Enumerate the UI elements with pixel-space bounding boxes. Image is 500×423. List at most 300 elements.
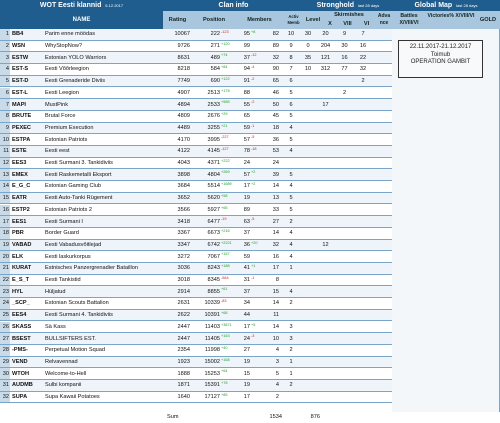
- row-index: 26: [0, 322, 10, 333]
- clan-tag: ESTE: [12, 148, 27, 155]
- clan-tag: EST-S: [12, 66, 29, 73]
- member-delta: -2: [251, 76, 255, 81]
- stronghold-level: 5: [289, 89, 293, 96]
- active-count: 65: [272, 78, 279, 85]
- active-count: 14: [272, 300, 279, 307]
- member-delta: -2: [251, 100, 255, 105]
- clan-rating: 3367: [177, 230, 190, 237]
- active-count: 32: [272, 241, 279, 248]
- advance-count: [354, 322, 372, 333]
- member-count: 17: [243, 394, 250, 401]
- member-count: 99: [243, 43, 250, 50]
- position-delta: +178: [221, 88, 230, 93]
- row-index: 9: [0, 123, 10, 134]
- advance-count: [354, 205, 372, 216]
- clan-name: Estonian Scouts Battalion: [45, 300, 109, 307]
- skirmish-viii: [316, 169, 335, 180]
- clan-rating: 8631: [177, 54, 190, 61]
- row-index: 11: [0, 146, 10, 157]
- clan-tag: EES3: [12, 160, 27, 167]
- table-row: [0, 123, 392, 135]
- advance-count: [354, 251, 372, 262]
- skirmish-vi: [335, 368, 354, 379]
- clan-name: Eesti Vabadusvõitlejad: [45, 241, 102, 248]
- row-index: 3: [0, 52, 10, 63]
- clan-rating: 2447: [177, 335, 190, 342]
- clan-tag: HYL: [12, 288, 24, 295]
- clan-tag: E_G_C: [12, 183, 31, 190]
- table-row: [0, 333, 392, 345]
- clan-tag: SUPA: [12, 394, 28, 401]
- position-delta: -83: [221, 299, 227, 304]
- advance-count: [354, 345, 372, 356]
- skirmish-viii: 121: [320, 54, 331, 61]
- advance-count: [354, 228, 372, 239]
- position-delta: +65: [221, 205, 228, 210]
- table-row: [0, 298, 392, 310]
- member-delta: [250, 368, 261, 379]
- stronghold-level: [282, 392, 300, 403]
- clan-name: Eesti Leegion: [45, 89, 79, 96]
- member-delta: [250, 380, 261, 391]
- row-index: 21: [0, 263, 10, 274]
- clan-tag: VABAD: [12, 241, 32, 248]
- table-row: [0, 310, 392, 322]
- clan-tag: ELK: [12, 253, 24, 260]
- member-count: 63: [243, 218, 250, 225]
- clan-rating: 10067: [174, 31, 190, 38]
- row-index: 32: [0, 392, 10, 403]
- member-delta: [250, 158, 261, 169]
- table-row: [0, 263, 392, 275]
- active-count: 4: [275, 347, 279, 354]
- global-map-event-box: [398, 40, 483, 78]
- level-col-label: Level: [305, 17, 321, 23]
- skirmish-x: [300, 263, 316, 274]
- clan-position: 11998: [204, 347, 220, 354]
- skirmish-vi: [335, 216, 354, 227]
- skirmish-vi: [335, 310, 354, 321]
- skirmish-viii: 12: [322, 241, 329, 248]
- member-count: 88: [243, 89, 250, 96]
- row-index: 15: [0, 193, 10, 204]
- skirmish-viii-label: VIII: [343, 21, 352, 27]
- clan-tag: ESTP2: [12, 206, 30, 213]
- skirmish-x: [300, 99, 316, 110]
- clan-name: Eesti Surmani 3. Tankidiviis: [45, 160, 113, 167]
- sheet-title: WOT Eesti klannid: [39, 2, 102, 9]
- skirmish-vi: [335, 205, 354, 216]
- members-total: 1534: [269, 414, 282, 420]
- active-count: 82: [272, 31, 279, 38]
- skirmish-viii: [316, 146, 335, 157]
- table-row: [0, 181, 392, 193]
- skirmish-vi: 9: [342, 31, 347, 38]
- clan-rating: 3347: [177, 241, 190, 248]
- member-count: 59: [243, 253, 250, 260]
- stronghold-level: 4: [289, 253, 293, 260]
- row-index: 29: [0, 357, 10, 368]
- skirmish-viii: [316, 88, 335, 99]
- position-delta: +40: [221, 345, 228, 350]
- active-count: 45: [272, 113, 279, 120]
- row-index: 31: [0, 380, 10, 391]
- advance-count: [354, 134, 372, 145]
- skirmish-vi: 2: [342, 89, 347, 96]
- clan-position: 489: [210, 54, 220, 61]
- table-row: [0, 146, 392, 158]
- clan-name: MustPink: [45, 101, 69, 108]
- clan-name: Estnisches Panzergrenadier Bataillon: [45, 265, 138, 272]
- skirmish-x: [300, 310, 316, 321]
- clan-name: WhyStopNow?: [45, 43, 82, 50]
- clan-rating: 8218: [177, 66, 190, 73]
- skirmish-x: [300, 158, 316, 169]
- member-count: 91: [243, 78, 250, 85]
- active-count: 14: [272, 230, 279, 237]
- member-delta: [250, 111, 261, 122]
- clan-rating: 1923: [177, 358, 190, 365]
- clan-position: 2533: [207, 101, 220, 108]
- clan-rating: 2447: [177, 323, 190, 330]
- advance-count: [354, 333, 372, 344]
- clan-rating: 4907: [177, 89, 190, 96]
- clan-position: 5927: [207, 206, 220, 213]
- clan-name: Estonian YOLO Warriors: [45, 54, 107, 61]
- rating-col-header: [163, 11, 192, 29]
- table-row: [0, 52, 392, 64]
- position-delta: +58: [221, 193, 228, 198]
- skirmish-viii: [316, 76, 335, 87]
- clan-tag: EST-D: [12, 78, 29, 85]
- member-count: 89: [243, 206, 250, 213]
- stronghold-level: [282, 275, 300, 286]
- clan-info-header: [163, 0, 304, 11]
- table-row: [0, 368, 392, 380]
- advance-count: [354, 181, 372, 192]
- clan-position: 8243: [207, 265, 220, 272]
- table-row: [0, 322, 392, 334]
- member-count: 19: [243, 358, 250, 365]
- skirmish-vi: [335, 275, 354, 286]
- table-row: [0, 357, 392, 369]
- active-count: 27: [272, 218, 279, 225]
- row-index: 1: [0, 29, 10, 40]
- clan-tag: ESTPA: [12, 136, 31, 143]
- skirmish-viii: [316, 111, 335, 122]
- advance-count: [354, 88, 372, 99]
- member-count: 15: [243, 370, 250, 377]
- active-count: 50: [272, 101, 279, 108]
- clan-name: Relvavennad: [45, 358, 78, 365]
- member-delta: -1: [251, 123, 255, 128]
- clan-position: 5514: [207, 183, 220, 190]
- skirmish-viii: [316, 322, 335, 333]
- position-delta: +163: [221, 334, 230, 339]
- victories-col-header: [426, 11, 476, 29]
- active-count: 5: [275, 370, 279, 377]
- advance-count: 2: [361, 78, 365, 85]
- member-delta: [250, 298, 261, 309]
- member-delta: [250, 193, 261, 204]
- position-delta: -584: [221, 275, 229, 280]
- member-delta: -18: [251, 147, 257, 151]
- advance-count: [354, 99, 372, 110]
- stronghold-level: 5: [289, 195, 293, 202]
- active-count: 17: [272, 265, 279, 272]
- table-row: [0, 41, 392, 53]
- sheet-date: 5.12.2017: [105, 3, 124, 8]
- skirmish-x: [300, 368, 316, 379]
- clan-name: Eesti Surmani 4. Tankidiviis: [45, 312, 113, 319]
- clan-tag: BRUTE: [12, 113, 32, 120]
- clan-position: 7067: [207, 253, 220, 260]
- advance-count: [354, 216, 372, 227]
- skirmish-x: [300, 333, 316, 344]
- skirmish-viii: [316, 134, 335, 145]
- advance-count: [354, 193, 372, 204]
- skirmish-vi: [335, 392, 354, 403]
- stronghold-level: 6: [289, 78, 293, 85]
- clan-name: Sä Kass: [45, 323, 66, 330]
- skirmish-x: [300, 275, 316, 286]
- clan-tag: EES4: [12, 312, 27, 319]
- advance-col-label: Adva nce: [377, 13, 391, 26]
- row-index: 5: [0, 76, 10, 87]
- clan-position: 584: [210, 66, 220, 73]
- skirmish-vi: [335, 123, 354, 134]
- clan-name: Premium Execution: [45, 124, 94, 131]
- member-delta: [250, 41, 261, 52]
- skirmish-vi: [335, 333, 354, 344]
- skirmish-vi: [335, 263, 354, 274]
- active-count: 46: [272, 89, 279, 96]
- skirmish-x: [300, 123, 316, 134]
- stronghold-level: 4: [289, 230, 293, 237]
- member-delta: +2: [251, 182, 256, 187]
- advance-count: [354, 368, 372, 379]
- position-delta: +29: [221, 111, 228, 116]
- member-count: 95: [243, 31, 250, 38]
- stronghold-level: 1: [289, 358, 293, 365]
- member-count: 41: [243, 265, 250, 272]
- clan-rating: 3684: [177, 183, 190, 190]
- advance-count: 32: [359, 66, 367, 73]
- clan-position: 15253: [204, 370, 220, 377]
- name-col-header: [0, 11, 163, 29]
- advance-count: [354, 298, 372, 309]
- advance-count: [354, 169, 372, 180]
- row-index: 7: [0, 99, 10, 110]
- clan-tag: AUDMB: [12, 382, 33, 389]
- skirmish-viii: [316, 193, 335, 204]
- clan-tag: EES1: [12, 218, 27, 225]
- members-col-header: [236, 11, 283, 29]
- member-delta: [250, 310, 261, 321]
- active-count: 13: [272, 195, 279, 202]
- members-col-label: Members: [247, 17, 272, 23]
- member-delta: [250, 286, 261, 297]
- clan-name: Perpetual Motion Squad: [45, 347, 106, 354]
- member-delta: +1: [251, 264, 256, 268]
- skirmish-viii: [316, 368, 335, 379]
- position-delta: +2221: [221, 240, 232, 245]
- active-col-header: [283, 11, 304, 29]
- clan-info-label: Clan info: [218, 2, 249, 9]
- skirmish-vi: [335, 228, 354, 239]
- clan-tag: WTOH: [12, 370, 29, 377]
- clan-name: Eesti Grenaderide Diviis: [45, 78, 106, 85]
- skirmish-viii: [316, 205, 335, 216]
- row-index: 10: [0, 134, 10, 145]
- skirmish-x: [300, 380, 316, 391]
- skirmish-vi: 16: [341, 54, 348, 61]
- stronghold-level: 2: [289, 382, 293, 389]
- member-count: 78: [243, 148, 250, 155]
- member-delta: -4: [251, 65, 255, 70]
- active-count: 89: [272, 43, 279, 50]
- advance-count: [354, 123, 372, 134]
- clan-position: 4804: [207, 171, 220, 178]
- skirmish-vi: [335, 380, 354, 391]
- clan-rating: 1640: [177, 394, 190, 401]
- clan-name: Eesti laskurkorpus: [45, 253, 91, 260]
- clan-tag: -PMS-: [12, 347, 28, 354]
- clan-tag: _SCP_: [12, 300, 30, 307]
- skirmish-viii: [316, 263, 335, 274]
- table-row: [0, 216, 392, 228]
- skirmish-viii: [316, 345, 335, 356]
- row-index: 24: [0, 298, 10, 309]
- stronghold-level: 5: [289, 136, 293, 143]
- stronghold-level: 4: [289, 288, 293, 295]
- skirmish-viii: 20: [322, 31, 329, 38]
- skirmish-vi: [335, 146, 354, 157]
- event-name: OPERATION GAMBIT: [410, 59, 471, 65]
- member-delta: +8: [251, 30, 256, 34]
- clan-name: Border Guard: [45, 230, 79, 237]
- skirmish-x: [300, 134, 316, 145]
- clan-tag: EATR: [12, 195, 27, 202]
- stronghold-level: 7: [289, 66, 293, 73]
- advance-count: [354, 310, 372, 321]
- row-index: 4: [0, 64, 10, 75]
- clan-rating: 4894: [177, 101, 190, 108]
- clan-rating: 1871: [177, 382, 190, 389]
- skirmish-vi: [335, 251, 354, 262]
- row-index: 27: [0, 333, 10, 344]
- skirmish-viii: [316, 310, 335, 321]
- row-index: 30: [0, 368, 10, 379]
- position-delta: +64: [221, 369, 228, 374]
- skirmish-vi: [335, 240, 354, 251]
- battles-col-header: [392, 11, 426, 29]
- stronghold-level: 2: [289, 347, 293, 354]
- clan-tag: KURAT: [12, 265, 32, 272]
- active-count: 39: [272, 171, 279, 178]
- row-index: 20: [0, 251, 10, 262]
- clan-position: 2513: [207, 89, 220, 96]
- table-row: [0, 99, 392, 111]
- skirmish-viii: 17: [322, 101, 329, 108]
- member-count: 24: [243, 160, 250, 167]
- advance-count: 7: [361, 31, 365, 38]
- skirmish-viii: [316, 392, 335, 403]
- skirmish-x: [300, 228, 316, 239]
- global-map-area: [392, 29, 500, 412]
- clan-tag: ESTW: [12, 54, 29, 61]
- stronghold-note: last 28 days: [357, 3, 380, 8]
- skirmish-x: [300, 286, 316, 297]
- event-dates: 22.11.2017-21.12.2017: [409, 44, 472, 50]
- skirmish-viii: [316, 333, 335, 344]
- clan-rating: 2354: [177, 347, 190, 354]
- position-delta: -227: [221, 135, 229, 140]
- member-delta: [250, 392, 261, 403]
- clan-rating: 4043: [177, 160, 190, 167]
- table-row: [0, 240, 392, 252]
- clan-name: Eesti Raskemetalli Eksport: [45, 171, 112, 178]
- gold-col-label: GOLD: [479, 17, 497, 23]
- skirmish-viii: [316, 228, 335, 239]
- skirmish-viii: [316, 298, 335, 309]
- clan-tag: EMEX: [12, 171, 28, 178]
- clan-name: Estonian Gaming Club: [45, 183, 101, 190]
- position-delta: +3871: [221, 322, 232, 327]
- advance-count: [354, 158, 372, 169]
- position-delta: +78: [221, 381, 228, 385]
- position-delta: -127: [221, 147, 229, 151]
- skirmish-vi: [335, 76, 354, 87]
- clan-name: Sulbi kompanii: [45, 382, 82, 389]
- skirmish-x: [300, 298, 316, 309]
- battles-col-label: Battles X/VIII/VI: [399, 13, 419, 26]
- stronghold-level: 1: [289, 265, 293, 272]
- stronghold-level: 5: [289, 206, 293, 213]
- position-delta: -19: [221, 217, 227, 222]
- row-index: 2: [0, 41, 10, 52]
- member-delta: [250, 205, 261, 216]
- clan-rating: 9726: [177, 43, 190, 50]
- clan-position: 6477: [207, 218, 220, 225]
- row-index: 13: [0, 169, 10, 180]
- clan-position: 3995: [207, 136, 220, 143]
- member-delta: -1: [251, 275, 255, 280]
- table-row: [0, 392, 392, 404]
- row-index: 19: [0, 240, 10, 251]
- row-index: 25: [0, 310, 10, 321]
- clan-rating: 3272: [177, 253, 190, 260]
- clan-tag: BB4: [12, 31, 24, 38]
- position-col-label: Position: [202, 17, 226, 23]
- global-map-label: Global Map: [414, 2, 453, 9]
- active-count: 24: [272, 160, 279, 167]
- position-delta: +74: [221, 53, 228, 58]
- table-row: [0, 345, 392, 357]
- clan-tag: PBR: [12, 230, 24, 237]
- stronghold-level: 5: [289, 113, 293, 120]
- sum-label: Sum: [167, 414, 179, 420]
- skirmish-x: [300, 322, 316, 333]
- active-count: 18: [272, 124, 279, 131]
- member-count: 55: [243, 101, 250, 108]
- skirmish-viii: [316, 123, 335, 134]
- clan-rating: 2622: [177, 312, 190, 319]
- clan-position: 15002: [204, 358, 220, 365]
- skirmish-viii: [316, 286, 335, 297]
- table-row: [0, 275, 392, 287]
- position-delta: +222: [221, 158, 230, 163]
